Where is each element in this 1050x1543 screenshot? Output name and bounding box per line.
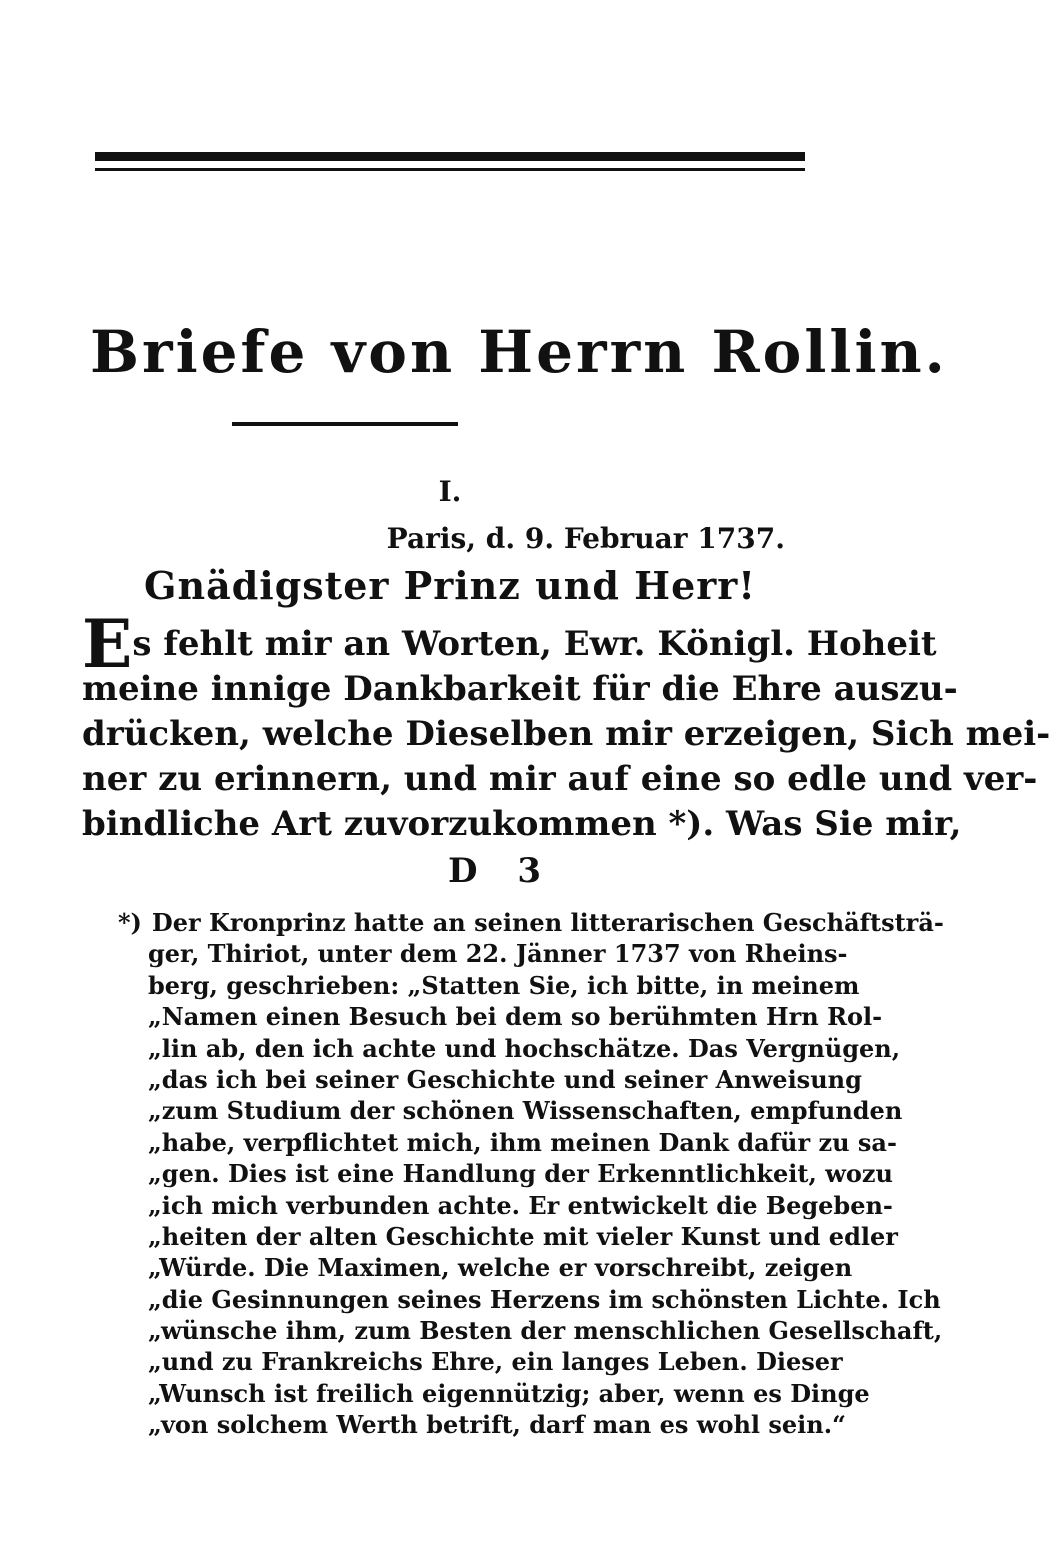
letter-salutation: Gnädigster Prinz und Herr! — [144, 563, 756, 608]
footnote-line: ger, Thiriot, unter dem 22. Jänner 1737 von Rheins- — [148, 939, 848, 969]
footnote-line-text: Der Kronprinz hatte an seinen litterarischen Geschäftsträ- — [151, 908, 944, 937]
letter-dateline: Paris, d. 9. Februar 1737. — [386, 522, 785, 555]
footnote-line: „habe, verpflichtet mich, ihm meinen Dank dafür zu sa- — [148, 1127, 897, 1157]
footnote-line: „Würde. Die Maximen, welche er vorschreibt, zeigen — [148, 1253, 853, 1283]
footnote-line — [118, 907, 944, 938]
footnote-line: „wünsche ihm, zum Besten der menschlichen Gesellschaft, — [148, 1316, 943, 1346]
top-rule-thick — [95, 152, 805, 161]
footnote-line: berg, geschrieben: „Statten Sie, ich bitte, in meinem — [148, 970, 860, 1000]
drop-cap: E — [82, 605, 133, 683]
body-line: meine innige Dankbarkeit für die Ehre auszu- — [82, 669, 958, 709]
footnote-line: „die Gesinnungen seines Herzens im schönsten Lichte. Ich — [148, 1284, 941, 1314]
letter-number: I. — [438, 475, 462, 508]
footnote-line: „zum Studium der schönen Wissenschaften, empfunden — [148, 1096, 903, 1126]
letter-body — [82, 605, 1050, 847]
footnote-marker: *) — [118, 908, 142, 937]
body-line-text: s fehlt mir an Worten, Ewr. Königl. Hoheit — [132, 624, 937, 664]
page-signature: D 3 — [448, 851, 555, 891]
footnote-line: „von solchem Werth betrift, darf man es wohl sein.“ — [148, 1410, 846, 1440]
chapter-title: Briefe von Herrn Rollin. — [90, 318, 948, 386]
footnote — [118, 907, 944, 1441]
footnote-line: „Namen einen Besuch bei dem so berühmten Hrn Rol- — [148, 1002, 883, 1032]
title-divider-rule — [232, 422, 458, 426]
body-line: drücken, welche Dieselben mir erzeigen, Sich mei- — [82, 714, 1050, 754]
footnote-line: „ich mich verbunden achte. Er entwickelt die Begeben- — [148, 1190, 893, 1220]
footnote-line: „heiten der alten Geschichte mit vieler Kunst und edler — [148, 1221, 898, 1251]
top-double-rule — [95, 152, 805, 178]
footnote-line: „lin ab, den ich achte und hochschätze. Das Vergnügen, — [148, 1033, 901, 1063]
body-line: bindliche Art zuvorzukommen *). Was Sie mir, — [82, 804, 962, 844]
footnote-line: „gen. Dies ist eine Handlung der Erkenntlichkeit, wozu — [148, 1159, 893, 1189]
footnote-line: „und zu Frankreichs Ehre, ein langes Leben. Dieser — [148, 1347, 843, 1377]
top-rule-thin — [95, 168, 805, 171]
body-line — [82, 605, 937, 683]
footnote-line: „Wunsch ist freilich eigennützig; aber, wenn es Dinge — [148, 1378, 870, 1408]
body-line: ner zu erinnern, und mir auf eine so edle und ver- — [82, 759, 1038, 799]
footnote-line: „das ich bei seiner Geschichte und seiner Anweisung — [148, 1064, 862, 1094]
